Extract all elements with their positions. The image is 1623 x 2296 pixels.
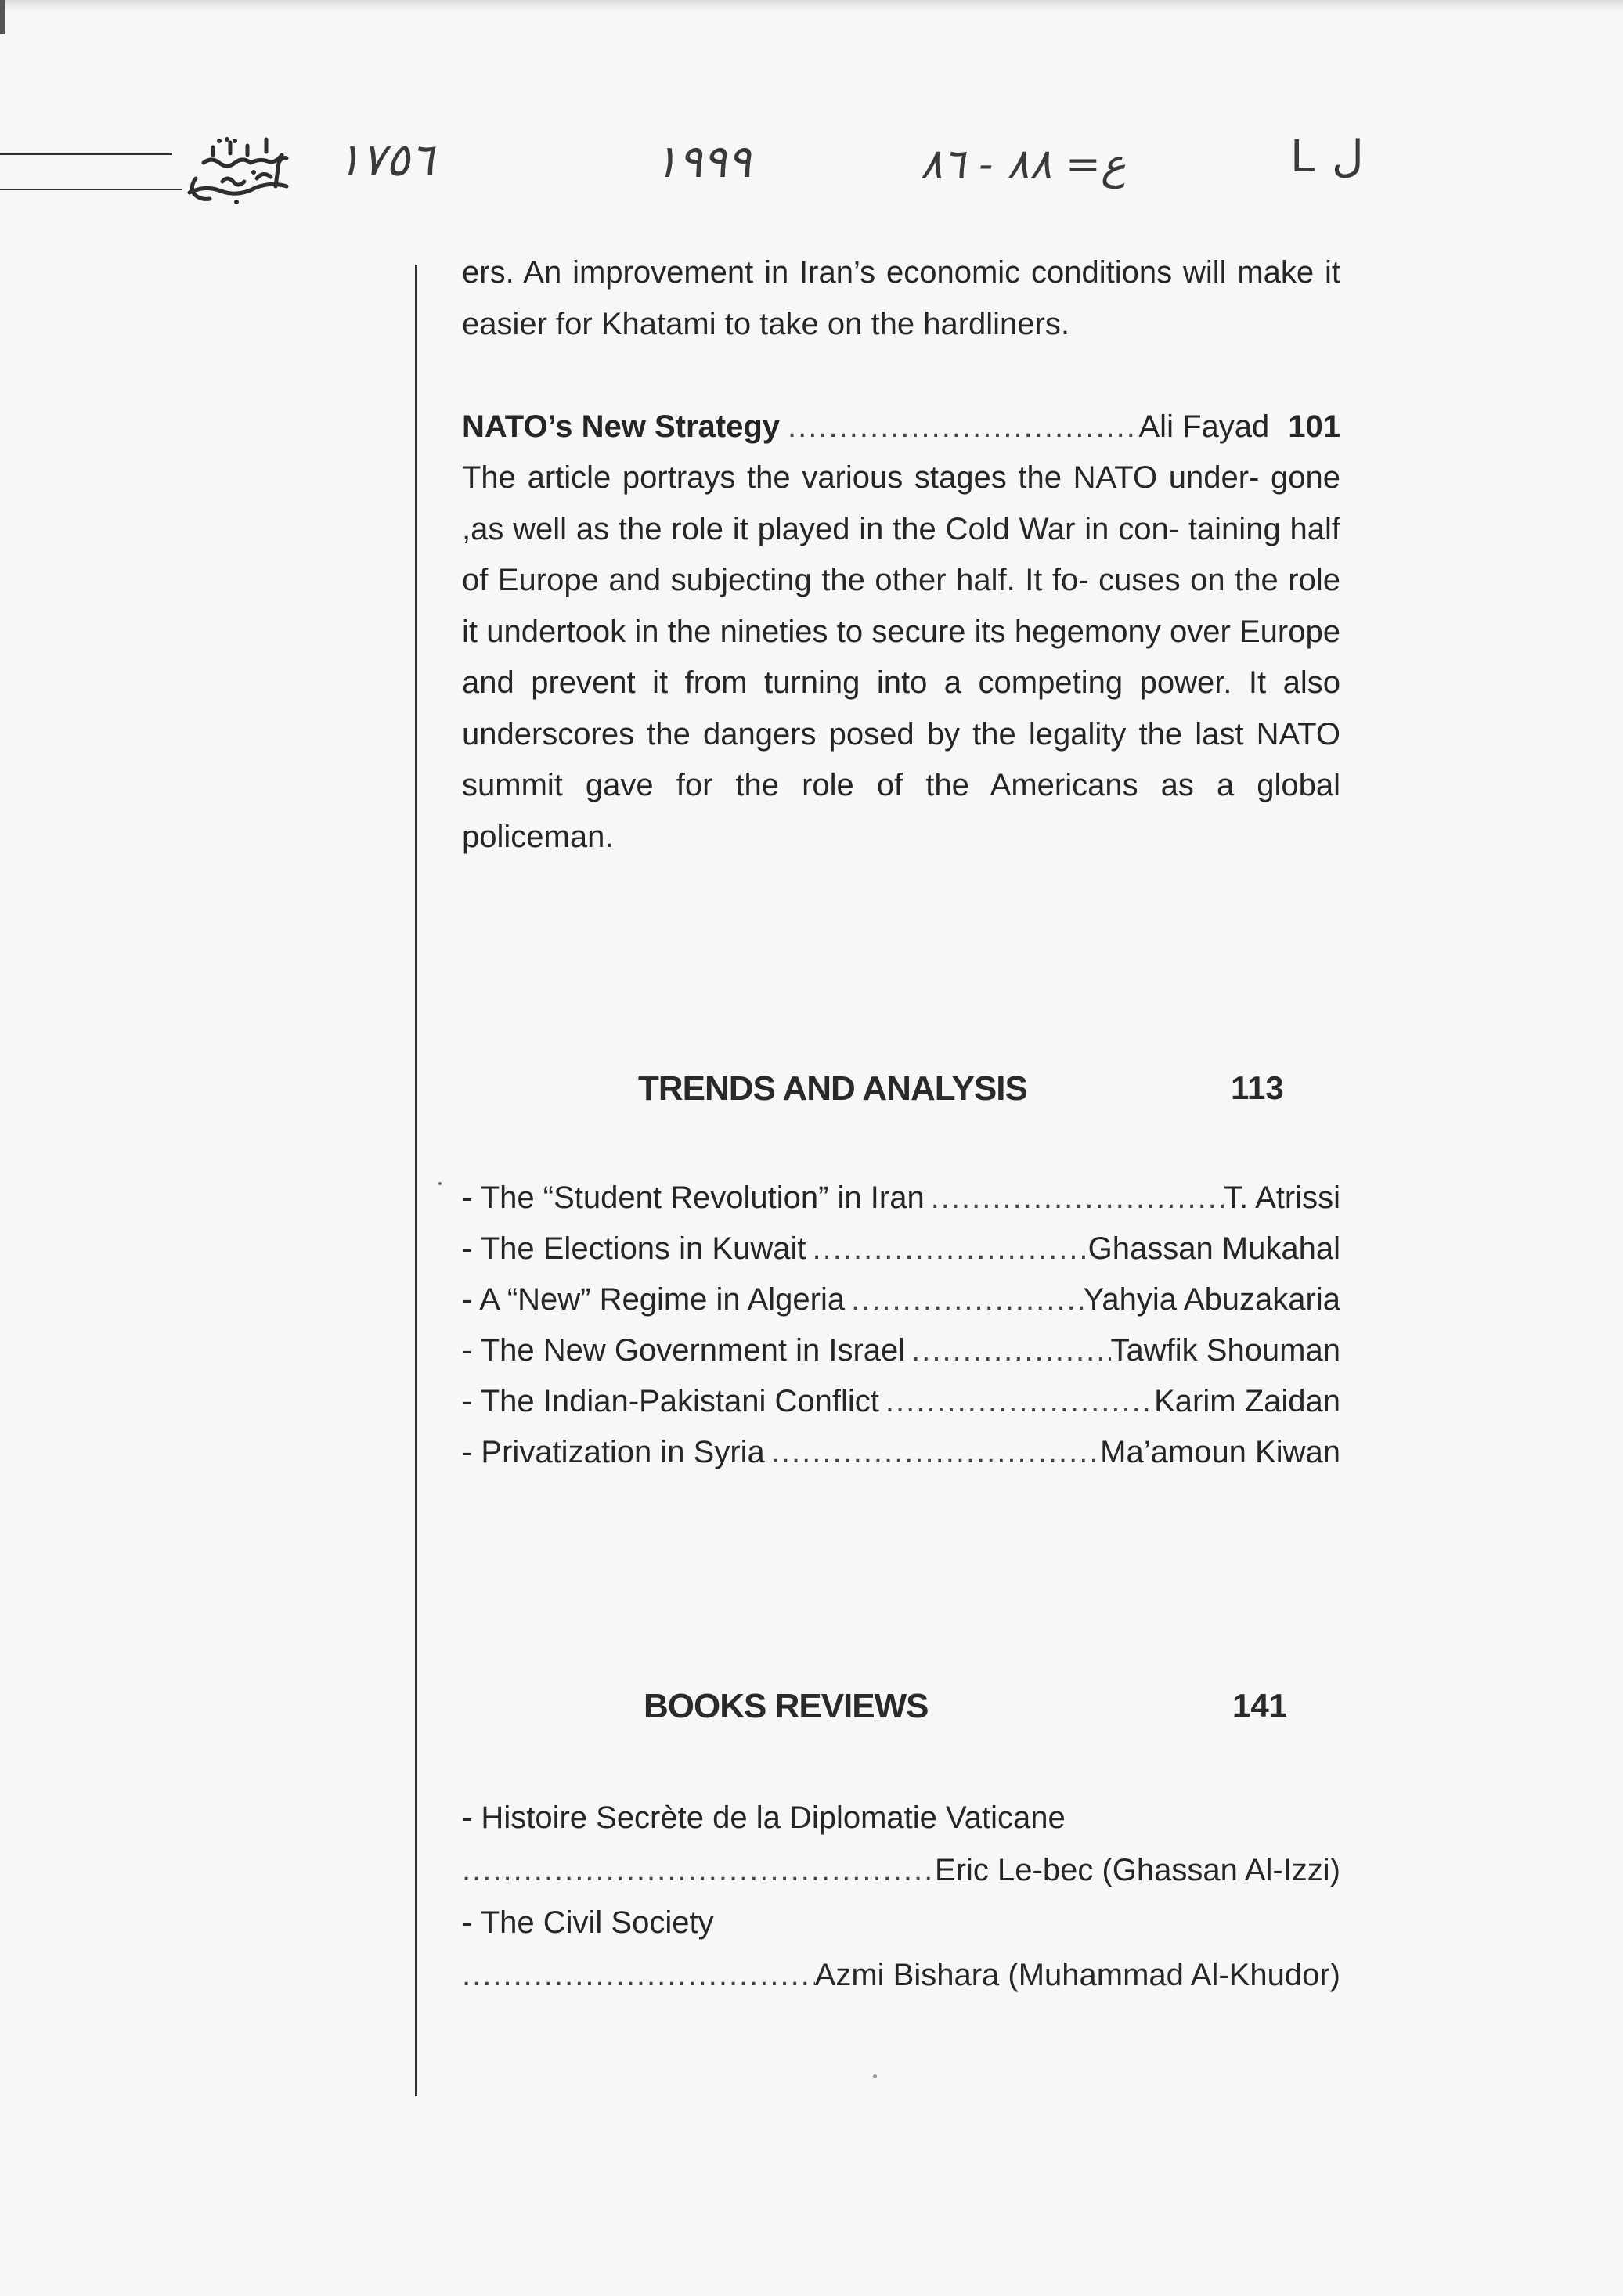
intro-line: make it easier for Khatami to take on the hardliners. bbox=[462, 255, 1340, 341]
handwritten-issue: ع= ٨٨ - ٨٦ bbox=[920, 139, 1127, 189]
book-author-line[interactable] bbox=[462, 1845, 1340, 1896]
abstract-line: gone ,as well as the role it played in the Cold War in con- bbox=[462, 460, 1340, 546]
item-title: - The Indian-Pakistani Conflict bbox=[462, 1384, 879, 1418]
item-title: - A “New” Regime in Algeria bbox=[462, 1282, 846, 1317]
dot-leader bbox=[462, 1845, 935, 1896]
toc-item[interactable] bbox=[462, 1224, 1340, 1274]
item-title: - Privatization in Syria bbox=[462, 1435, 765, 1469]
dot-leader bbox=[845, 1274, 1084, 1325]
dot-leader bbox=[879, 1376, 1154, 1427]
item-title: - The New Government in Israel bbox=[462, 1333, 906, 1368]
dot-leader bbox=[780, 403, 1138, 450]
margin-rule bbox=[415, 265, 417, 2096]
toc-item[interactable] bbox=[462, 1427, 1340, 1478]
stray-mark bbox=[873, 2074, 877, 2078]
item-author: Ma’amoun Kiwan bbox=[1100, 1435, 1340, 1469]
item-author: Karim Zaidan bbox=[1154, 1384, 1340, 1418]
toc-item[interactable] bbox=[462, 1274, 1340, 1325]
section-title-books: BOOKS REVIEWS bbox=[644, 1687, 929, 1725]
item-author: T. Atrissi bbox=[1224, 1180, 1340, 1215]
header-rule-bottom bbox=[0, 189, 182, 190]
dot-leader bbox=[765, 1427, 1100, 1478]
intro-line: ers. An improvement in Iran’s economic conditions will bbox=[462, 255, 1227, 290]
toc-item[interactable] bbox=[462, 1325, 1340, 1376]
book-title-line[interactable] bbox=[462, 1793, 1340, 1844]
section-page-trends: 113 bbox=[1231, 1069, 1284, 1106]
item-title: - The “Student Revolution” in Iran bbox=[462, 1180, 925, 1215]
item-title: - The Elections in Kuwait bbox=[462, 1231, 806, 1266]
item-author: Yahyia Abuzakaria bbox=[1083, 1282, 1340, 1317]
book-title-line[interactable] bbox=[462, 1898, 1340, 1948]
toc-item[interactable] bbox=[462, 1376, 1340, 1427]
book-title: - Histoire Secrète de la Diplomatie Vaticane bbox=[462, 1800, 1066, 1835]
stray-mark bbox=[438, 1182, 442, 1185]
section-page-books: 141 bbox=[1232, 1687, 1288, 1724]
book-author: Eric Le-bec (Ghassan Al-Izzi) bbox=[935, 1853, 1340, 1887]
abstract-line: competing power. It also underscores the dangers posed bbox=[462, 665, 1340, 752]
abstract-line: The article portrays the various stages the NATO under- bbox=[462, 460, 1260, 495]
handwritten-code: L ل bbox=[1290, 132, 1364, 182]
book-author: Azmi Bishara (Muhammad Al-Khudor) bbox=[814, 1958, 1340, 1992]
item-author: Ghassan Mukahal bbox=[1087, 1231, 1340, 1266]
book-title: - The Civil Society bbox=[462, 1905, 714, 1940]
entry-title: NATO’s New Strategy bbox=[462, 409, 781, 444]
handwritten-year: ١٩٩٩ bbox=[654, 135, 752, 188]
abstract-line: the Americans as a global policeman. bbox=[462, 768, 1340, 854]
handwritten-ref-number: ١٧٥٦ bbox=[337, 133, 435, 186]
book-author-line[interactable] bbox=[462, 1950, 1340, 2001]
toc-item[interactable] bbox=[462, 1173, 1340, 1224]
scan-edge-mark bbox=[0, 0, 5, 34]
dot-leader bbox=[462, 1950, 815, 2001]
dot-leader bbox=[925, 1173, 1224, 1224]
nato-abstract bbox=[462, 452, 1340, 863]
item-author: Tawfik Shouman bbox=[1110, 1333, 1340, 1368]
abstract-line: cuses on the role it undertook in the nineties to secure its bbox=[462, 563, 1340, 649]
header-rule-top bbox=[0, 153, 172, 155]
entry-author: Ali Fayad bbox=[1138, 409, 1270, 444]
scan-shadow bbox=[0, 0, 1623, 11]
abstract-line: by the legality the last NATO summit gave for the role of bbox=[462, 716, 1340, 802]
intro-paragraph bbox=[462, 247, 1340, 350]
dot-leader bbox=[905, 1325, 1110, 1376]
journal-logo bbox=[182, 132, 299, 214]
toc-entry-nato[interactable] bbox=[462, 403, 1340, 450]
entry-page: 101 bbox=[1288, 409, 1340, 444]
abstract-line: hegemony over Europe and prevent it from turning into a bbox=[462, 614, 1340, 700]
abstract-line: taining half of Europe and subjecting the other half. It fo- bbox=[462, 511, 1340, 597]
dot-leader bbox=[806, 1224, 1087, 1274]
section-title-trends: TRENDS AND ANALYSIS bbox=[638, 1069, 1027, 1108]
